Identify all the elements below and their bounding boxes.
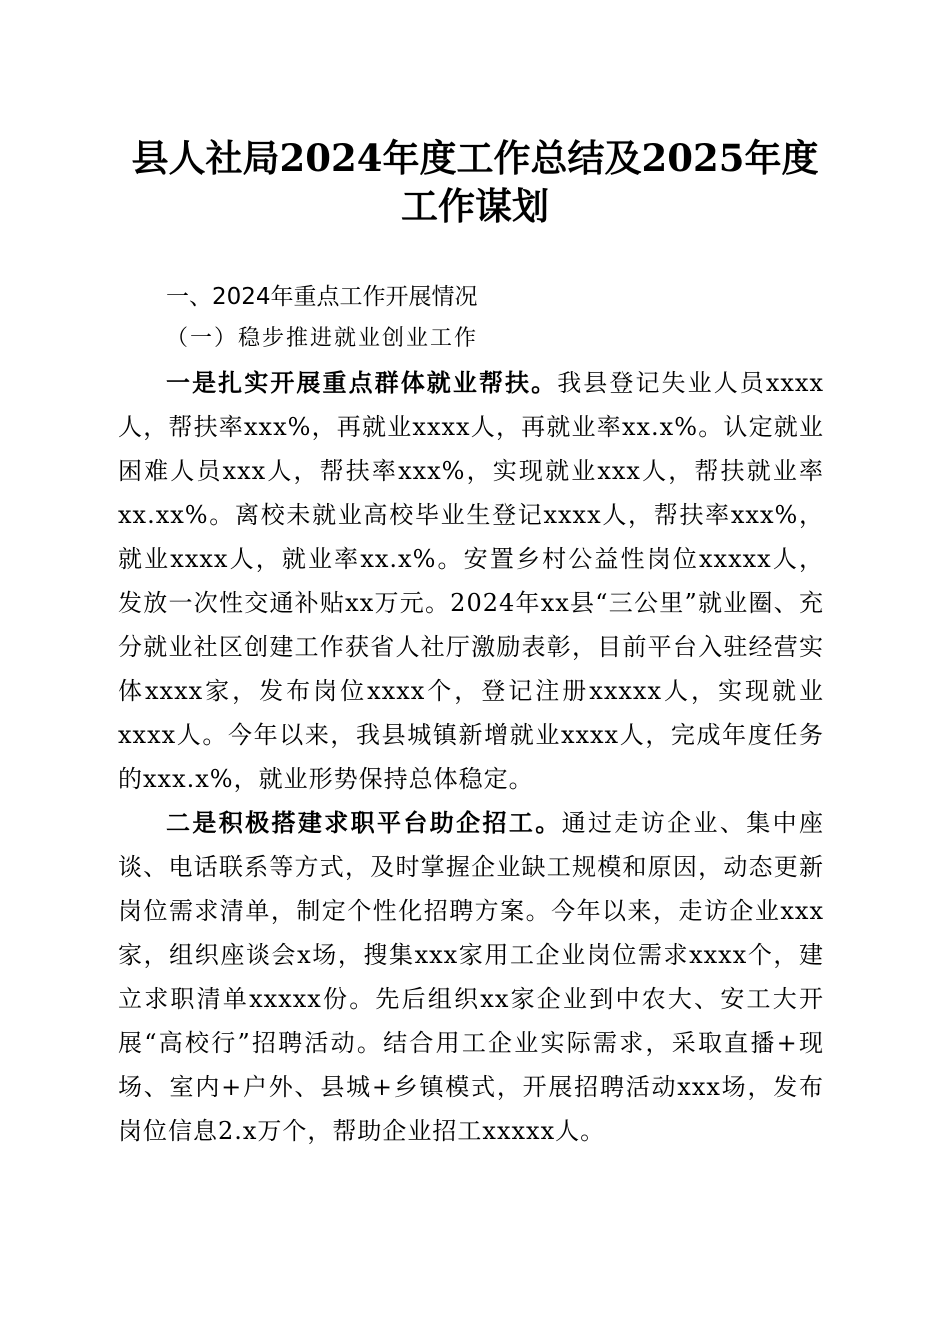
document-title: 县人社局2024年度工作总结及2025年度工作谋划 — [131, 136, 819, 228]
document-body — [118, 281, 824, 1153]
paragraph-text: 我县登记失业人员xxxx人，帮扶率xxx%，再就业xxxx人，再就业率xx.x%。认定就业困难人员xxx人，帮扶率xxx%，实现就业xxx人，帮扶就业率xx.xx%。离校未就业高校毕业生登记xxxx人，帮扶率xxx%，就业xxxx人，就业率xx.x%。安置乡村公益性岗位xxxxx人，发放一次性交通补贴xx万元。2024年xx县“三公里”就业圈、充分就业社区创建工作获省人社厅激励表彰，目前平台入驻经营实体xxxx家，发布岗位xxxx个，登记注册xxxxx人，实现就业xxxx人。今年以来，我县城镇新增就业xxxx人，完成年度任务的xxx.x%，就业形势保持总体稳定。 — [118, 369, 825, 793]
subsection-heading: （一）稳步推进就业创业工作 — [166, 326, 479, 351]
paragraph-employment-assistance — [118, 361, 824, 801]
paragraph-lead: 二是积极搭建求职平台助企招工。 — [166, 808, 562, 837]
paragraph-text: 通过走访企业、集中座谈、电话联系等方式，及时掌握企业缺工规模和原因，动态更新岗位需求清单，制定个性化招聘方案。今年以来，走访企业xxx家，组织座谈会x场，搜集xxx家用工企业岗位需求xxxx个，建立求职清单xxxxx份。先后组织xx家企业到中农大、安工大开展“高校行”招聘活动。结合用工企业实际需求，采取直播+现场、室内+户外、县城+乡镇模式，开展招聘活动xxx场，发布岗位信息2.x万个，帮助企业招工xxxxx人。 — [118, 809, 824, 1145]
section-heading: 一、2024年重点工作开展情况 — [166, 284, 478, 310]
paragraph-recruitment-platform — [118, 801, 824, 1153]
paragraph-lead: 一是扎实开展重点群体就业帮扶。 — [166, 368, 558, 397]
